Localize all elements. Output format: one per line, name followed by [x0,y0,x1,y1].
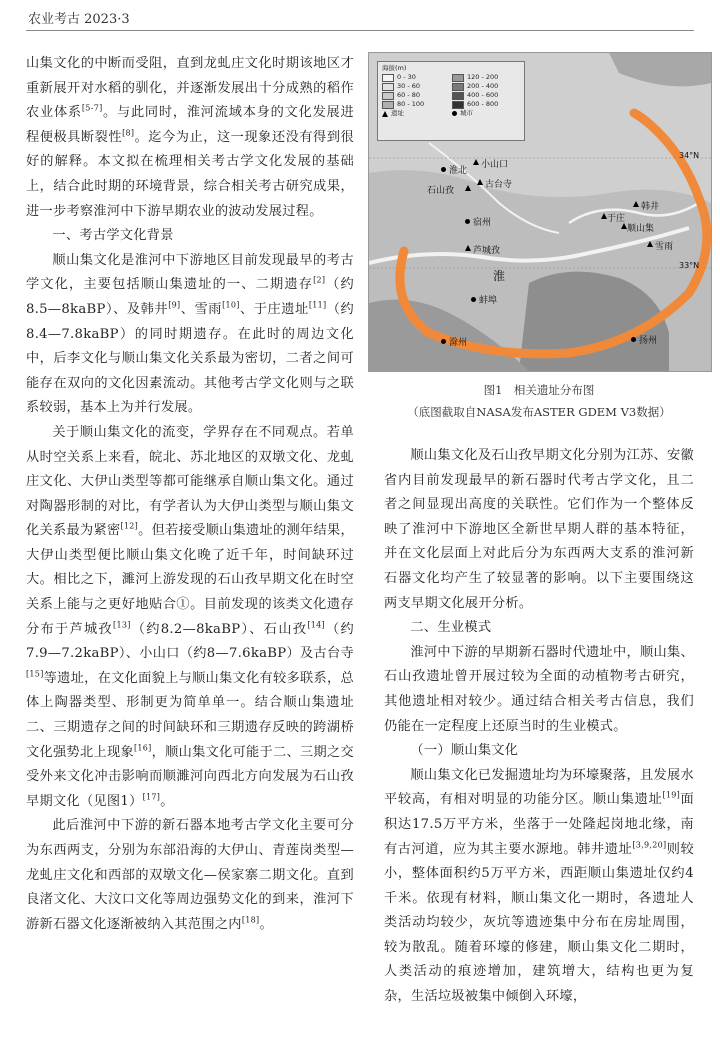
site-marker [621,223,627,229]
left-column [26,52,354,937]
left-paragraph-3: 关于顺山集文化的流变，学界存在不同观点。若单从时空关系上来看，皖北、苏北地区的双墩文化、龙虬庄文化、大伊山类型等都可能继承自顺山集文化。通过对陶器形制的对比，有学者认为大伊山类型与顺山集文化关系最为紧密[12]。但若接受顺山集遗址的测年结果，大伊山类型便比顺山集文化晚了近千年，时间缺环过大。相比之下，濉河上游发现的石山孜早期文化在时空关系上能与之更好地贴合①。目前发现的该类文化遗存分布于芦城孜[13]（约8.2—8kaBP）、石山孜[14]（约7.9—7.2kaBP）、小山口（约8—7.6kaBP）及古台寺[15]等遗址，在文化面貌上与顺山集文化有较多联系，总体上陶器类型、形制更为简单单一。结合顺山集遗址二、三期遗存之间的时间缺环和三期遗存反映的跨湖桥文化强势北上现象[16]，顺山集文化可能于二、三期之交受外来文化冲击影响而顺濉河向西北方向发展为石山孜早期文化（见图1）[17]。 [26,424,355,809]
site-marker [473,159,479,165]
site-marker [477,179,483,185]
label-suzhou: 宿州 [473,218,492,228]
lat-label-34: 34°N [679,151,700,160]
label-yuzhuang: 于庄 [607,214,626,224]
label-gutaisi: 古台寺 [485,180,513,190]
label-xiaoshankou: 小山口 [481,160,509,170]
label-shunshanji: 顺山集 [627,224,655,234]
site-marker [647,241,653,247]
site-marker [465,185,471,191]
running-header: 农业考古 2023·3 [28,12,130,27]
figure-caption-title: 图1 相关遗址分布图 [483,383,595,397]
city-marker [441,167,446,172]
label-chuzhou: 滁州 [449,338,468,348]
left-paragraph-4: 此后淮河中下游的新石器本地考古学文化主要可分为东西两支，分别为东部沿海的大伊山、青莲岗类型—龙虬庄文化和西部的双墩文化—侯家寨二期文化。直到良渚文化、大汶口文化等周边强势文化的到来，淮河下游新石器文化逐渐被纳入其范围之内[18]。 [26,818,354,932]
legend-title: 海拔(m) [382,64,407,72]
figure-caption-note: （底图截取自NASA发布ASTER GDEM V3数据） [407,405,671,419]
right-paragraph-2: 淮河中下游的早期新石器时代遗址中，顺山集、石山孜遗址曾开展过较为全面的动植物考古研究，其他遗址相对较少。通过结合相关考古信息，我们仍能在一定程度上还原当时的生业模式。 [384,644,694,734]
site-marker [465,245,471,251]
label-bengbu: 蚌埠 [479,296,498,306]
site-marker [633,201,639,207]
city-marker [465,219,470,224]
right-column [384,444,694,1010]
right-paragraph-3: 顺山集文化已发掘遗址均为环壕聚落，且发展水平较高，有相对明显的功能分区。顺山集遗址[19]面积达17.5万平方米，坐落于一处隆起岗地北缘，南有古河道，应为其主要水源地。韩井遗址[3,9,20]则较小，整体面积约5万平方米，西距顺山集遗址仅约4千米。依现有材料，顺山集文化一期时，各遗址人类活动均较少，灰坑等遗迹集中分布在房址周围，较为散乱。随着环壕的修建，顺山集文化二期时，人类活动的痕迹增加，建筑增大，结构也更为复杂，生活垃圾被集中倾倒入环壕， [384,767,695,1005]
label-luchengzi: 芦城孜 [473,246,501,256]
label-huaibei: 淮北 [449,166,468,176]
label-hanjing: 韩井 [641,202,660,212]
city-marker [441,339,446,344]
section-heading-1: 一、考古学文化背景 [52,228,174,244]
lat-label-33: 33°N [679,261,700,270]
label-huai-river: 淮 [493,269,506,283]
label-xueyu: 雪雨 [655,242,674,252]
left-paragraph-2: 顺山集文化是淮河中下游地区目前发现最早的考古学文化，主要包括顺山集遗址的一、二期遗存[2]（约8.5—8kaBP）、及韩井[9]、雪雨[10]、于庄遗址[11]（约8.4—7.8kaBP）的同时期遗存。在此时的周边文化中，后李文化与顺山集文化关系最为密切，二者之间可能存在双向的文化因素流动。其他考古学文化则与之联系较弱，基本上为并行发展。 [26,252,355,416]
left-paragraph-1: 山集文化的中断而受阻，直到龙虬庄文化时期该地区才重新展开对水稻的驯化，并逐渐发展出十分成熟的稻作农业体系[5-7]。与此同时，淮河流域本身的文化发展进程便极具断裂性[8]。迄今为止，这一现象还没有得到很好的解释。本文拟在梳理相关考古学文化发展的基础上，结合此时期的环境背景，综合相关考古研究成果，进一步考察淮河中下游早期农业的波动发展过程。 [26,56,354,219]
map-legend: 海拔(m) 0 - 30 120 - 200 30 - 60 200 - 400 60 - 80 400 - 600 80 - 100 600 - 800 遗址 城市 [377,61,525,141]
site-distribution-map [368,52,712,372]
section-heading-2: 二、生业模式 [410,620,492,636]
city-marker [471,297,476,302]
label-yangzhou: 扬州 [639,336,658,346]
site-marker [601,213,607,219]
header-rule [26,30,694,31]
label-shishanzi: 石山孜 [427,186,455,196]
city-marker [631,337,636,342]
subsection-heading-1: （一）顺山集文化 [410,743,519,759]
right-paragraph-1: 顺山集文化及石山孜早期文化分别为江苏、安徽省内目前发现最早的新石器时代考古学文化，且二者之间显现出高度的关联性。它们作为一个整体反映了淮河中下游地区全新世早期人群的基本特征，并在文化层面上对此后分为东西两大支系的淮河新石器文化均产生了较显著的影响。以下主要围绕这两支早期文化展开分析。 [384,448,694,611]
